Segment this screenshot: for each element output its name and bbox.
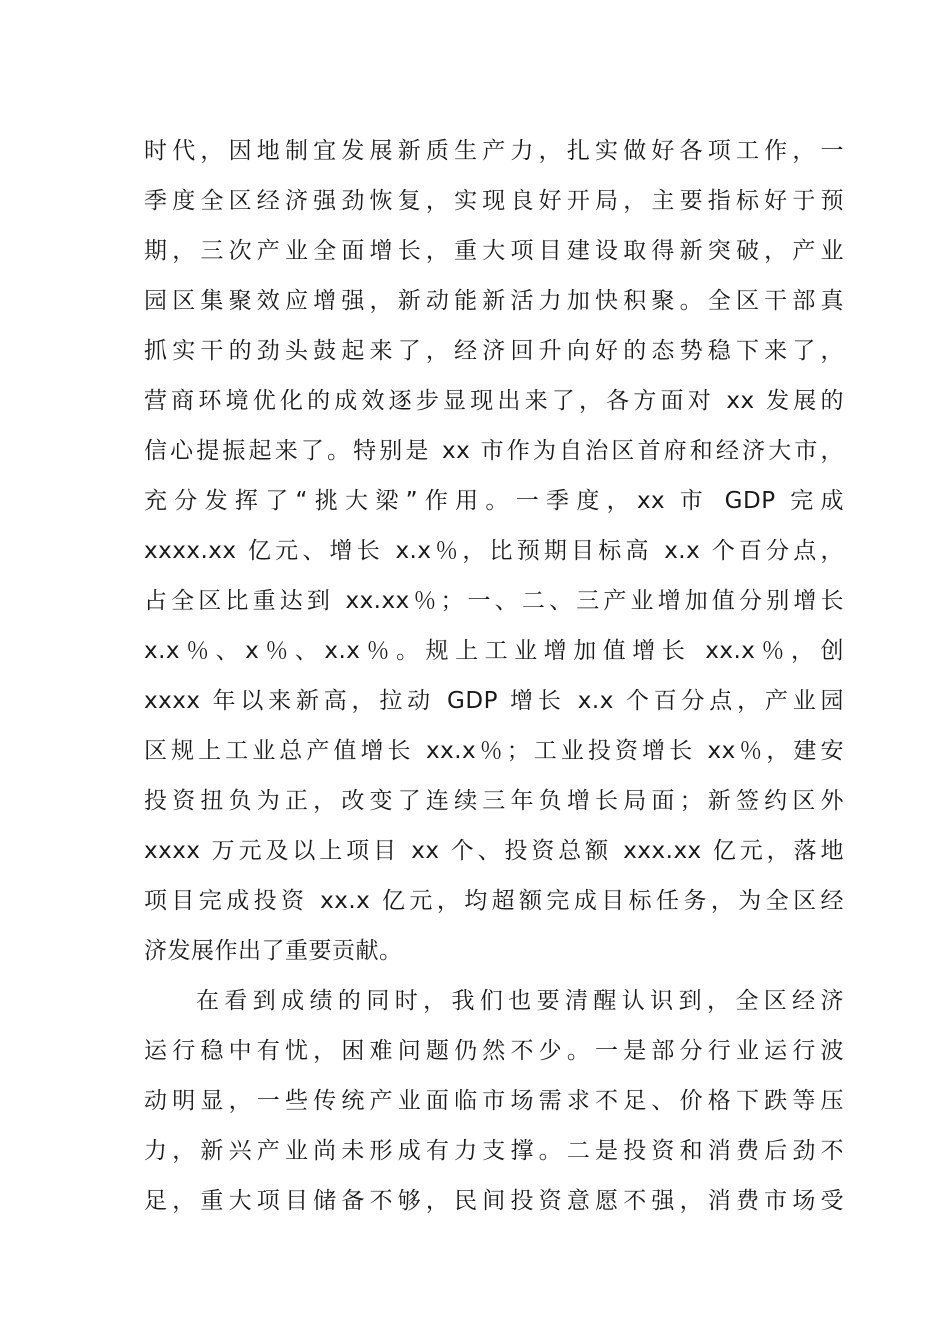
text-line: 期，三次产业全面增长，重大项目建设取得新突破，产业 — [144, 238, 844, 264]
text-line: 动明显，一些传统产业面临市场需求不足、价格下跌等压 — [144, 1088, 844, 1114]
text-line: 运行稳中有忧，困难问题仍然不少。一是部分行业运行波 — [144, 1038, 844, 1064]
text-line: 力，新兴产业尚未形成有力支撑。二是投资和消费后劲不 — [144, 1138, 844, 1164]
text-line: 充分发挥了“挑大梁”作用。一季度，xx 市 GDP 完成 — [144, 488, 844, 514]
paragraph-first-line: 在看到成绩的同时，我们也要清醒认识到，全区经济 — [196, 988, 844, 1014]
text-line: 项目完成投资 xx.x 亿元，均超额完成目标任务，为全区经 — [144, 888, 844, 914]
text-line: 季度全区经济强劲恢复，实现良好开局，主要指标好于预 — [144, 188, 844, 214]
text-line: xxxx.xx 亿元、增长 x.x％，比预期目标高 x.x 个百分点， — [144, 538, 844, 564]
text-line: xxxx 年以来新高，拉动 GDP 增长 x.x 个百分点，产业园 — [144, 688, 844, 714]
text-line: xxxx 万元及以上项目 xx 个、投资总额 xxx.xx 亿元，落地 — [144, 838, 844, 864]
body-text — [144, 126, 844, 1226]
text-line: 占全区比重达到 xx.xx％；一、二、三产业增加值分别增长 — [144, 588, 844, 614]
text-line: 园区集聚效应增强，新动能新活力加快积聚。全区干部真 — [144, 288, 844, 314]
text-line: 济发展作出了重要贡献。 — [144, 938, 403, 964]
text-line: 区规上工业总产值增长 xx.x％；工业投资增长 xx％，建安 — [144, 738, 844, 764]
text-line: x.x％、x％、x.x％。规上工业增加值增长 xx.x％，创 — [144, 638, 844, 664]
text-line: 时代，因地制宜发展新质生产力，扎实做好各项工作，一 — [144, 138, 844, 164]
text-line: 营商环境优化的成效逐步显现出来了，各方面对 xx 发展的 — [144, 388, 844, 414]
text-line: 抓实干的劲头鼓起来了，经济回升向好的态势稳下来了， — [144, 338, 844, 364]
text-line: 信心提振起来了。特别是 xx 市作为自治区首府和经济大市， — [144, 438, 844, 464]
text-line: 投资扭负为正，改变了连续三年负增长局面；新签约区外 — [144, 788, 844, 814]
text-line: 足，重大项目储备不够，民间投资意愿不强，消费市场受 — [144, 1188, 844, 1214]
